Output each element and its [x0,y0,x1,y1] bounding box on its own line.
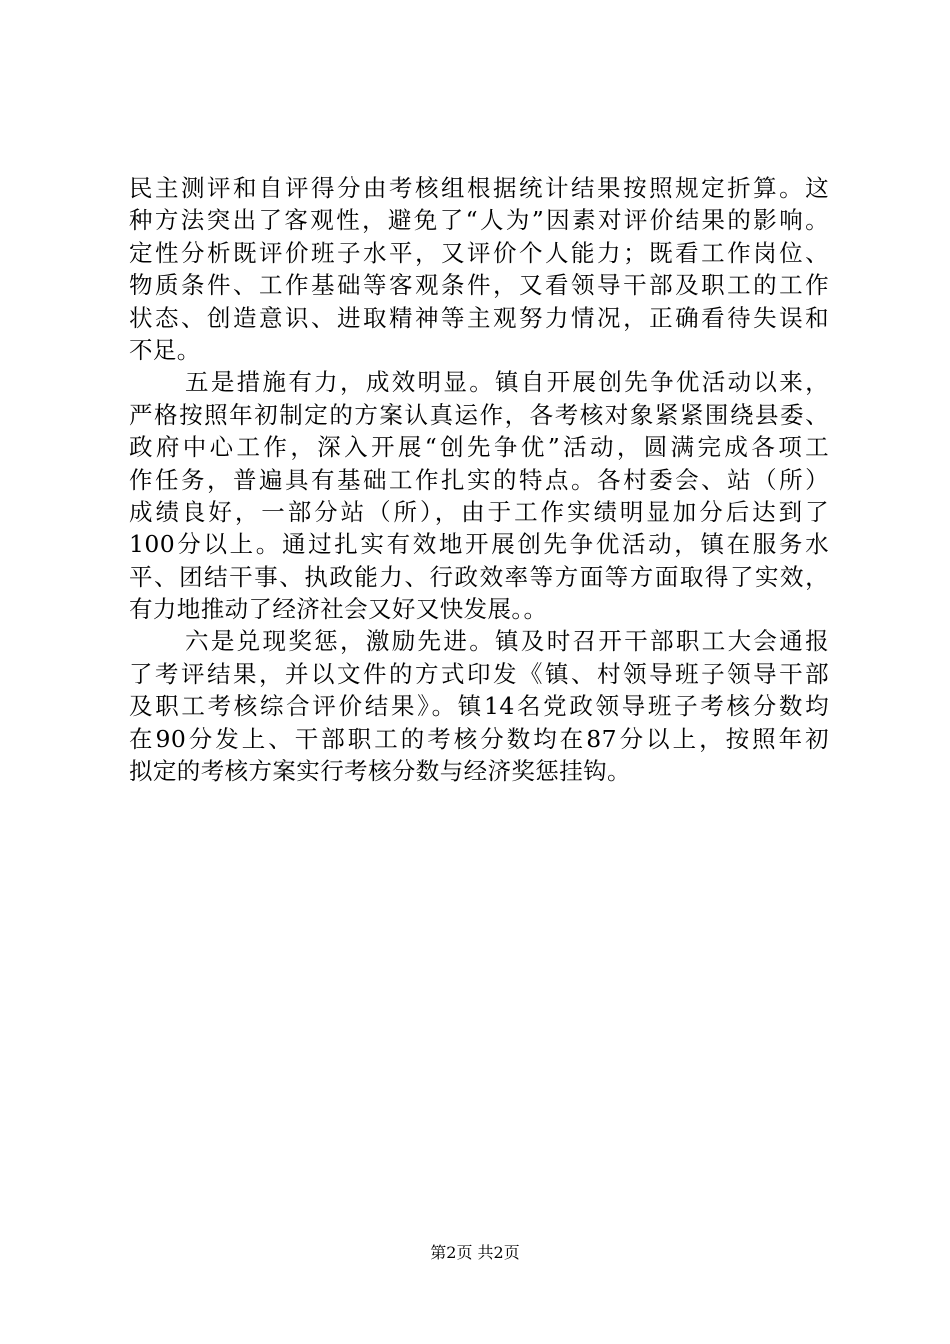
text-line: 有力地推动了经济社会又好又快发展。。 [129,595,548,624]
text-line: 成绩良好，一部分站（所），由于工作实绩明显加分后达到了 [129,497,829,526]
text-line: 状态、创造意识、进取精神等主观努力情况，正确看待失误和 [129,303,829,332]
page-footer [0,1243,950,1263]
page-number: 第2页 共2页 [430,1243,520,1262]
paragraph [129,625,829,787]
text-line: 平、团结干事、执政能力、行政效率等方面等方面取得了实效， [129,562,829,591]
text-line: 物质条件、工作基础等客观条件，又看领导干部及职工的工作 [129,271,829,300]
text-line: 六是兑现奖惩，激励先进。镇及时召开干部职工大会通报 [185,627,829,656]
text-line: 作任务，普遍具有基础工作扎实的特点。各村委会、站（所） [129,465,829,494]
text-line: 不足。 [129,335,201,364]
text-line: 了考评结果，并以文件的方式印发《镇、村领导班子领导干部 [129,659,829,688]
paragraph [129,366,829,625]
text-line: 拟定的考核方案实行考核分数与经济奖惩挂钩。 [129,757,631,786]
text-line: 种方法突出了客观性，避免了“人为”因素对评价结果的影响。 [129,206,829,235]
text-line: 在90分发上、干部职工的考核分数均在87分以上，按照年初 [129,724,829,753]
text-line: 严格按照年初制定的方案认真运作，各考核对象紧紧围绕县委、 [129,400,829,429]
text-line: 及职工考核综合评价结果》。镇14名党政领导班子考核分数均 [129,692,829,721]
paragraph [129,172,829,366]
text-line: 政府中心工作，深入开展“创先争优”活动，圆满完成各项工 [129,433,829,462]
text-line: 民主测评和自评得分由考核组根据统计结果按照规定折算。这 [129,174,829,202]
text-line: 五是措施有力，成效明显。镇自开展创先争优活动以来， [185,368,829,397]
text-line: 100分以上。通过扎实有效地开展创先争优活动，镇在服务水 [129,530,829,559]
document-body [129,172,829,787]
text-line: 定性分析既评价班子水平，又评价个人能力；既看工作岗位、 [129,238,829,267]
